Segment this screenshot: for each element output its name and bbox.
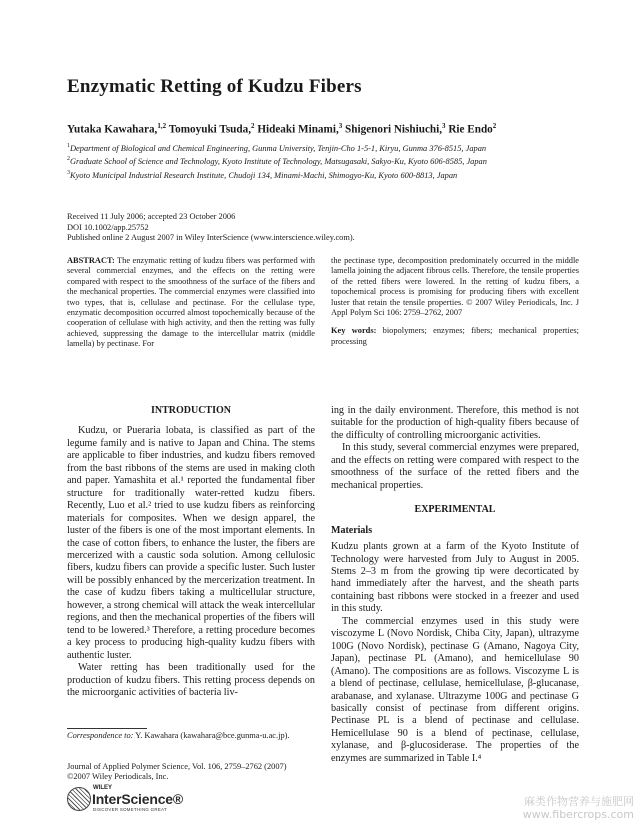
affiliations <box>67 141 587 181</box>
footnote-divider <box>67 728 147 729</box>
watermark-line-2: www.fibercrops.com <box>522 808 634 821</box>
affiliation-1 <box>67 141 587 154</box>
author-name: Shigenori Nishiuchi, <box>342 123 443 136</box>
affiliation-text: Department of Biological and Chemical Engineering, Gunma University, Tenjin-Cho 1-5-1, Kiryu, Gunma 376-8515, Japan <box>70 143 487 153</box>
author-affil-sup: 3 <box>442 122 446 130</box>
author-name: Yutaka Kawahara, <box>67 123 158 136</box>
intro-paragraph-3: In this study, several commercial enzymes were prepared, and the effects on retting were compared with respect to the smoothness of the surface of the retted fibers and the mechanical properties. <box>331 442 579 491</box>
affiliation-sup: 1 <box>67 143 70 149</box>
received-dates: Received 11 July 2006; accepted 23 October 2006 <box>67 212 236 221</box>
author-name: Rie Endo <box>445 123 493 136</box>
abstract-text-left: The enzymatic retting of kudzu fibers was performed with several commercial enzymes, and the effects on the retting were compared with respect to the smoothness of the surface of the fibers and the mechanical properties. The commercial enzymes were classified into two types, that is, cellulase and pectinase. For the cellulase type, enzymatic decomposition occurred almost topochemically because of the cooperation of cellulase with high activity, and then the retting was fully achieved, suppressing the damage to the intercellular matrix (middle lamella) by pectinase. For <box>67 256 315 349</box>
author-list <box>67 122 496 136</box>
author-affil-sup: 2 <box>251 122 255 130</box>
section-heading-experimental: EXPERIMENTAL <box>414 504 496 516</box>
materials-paragraph-2: The commercial enzymes used in this study were viscozyme L (Novo Nordisk, Chiba City, Japan), ultrazyme 100G (Novo Nordisk), pectinase G (Amano, Nagoya City, Japan), pectinase PL (Amano), and hemicellulase 90 (Amano). The compositions are as follows. Viscozyme L is a blend of pectinase, cellulase, hemicellulase, β-glucanase, arabanase, and xylanase. Ultrazyme 100G and pectinase G basically consist of pectinase from different origins. Pectinase PL is a blend of pectinase and cellulase. Hemicellulase 90 is a blend of pectinase, cellulase, xylanase, and β-glucosiderase. The properties of the enzymes are summarized in Table I.⁴ <box>331 615 579 764</box>
watermark-line-1: 麻类作物营养与施肥网 <box>524 795 634 808</box>
author-name: Hideaki Minami, <box>254 123 339 136</box>
correspondence-footnote <box>67 731 315 741</box>
correspondence-text: Y. Kawahara (kawahara@bce.gunma-u.ac.jp). <box>133 731 290 740</box>
intro-paragraph-2: Water retting has been traditionally used for the production of kudzu fibers. This retting process depends on the microorganic activities of bacteria liv- <box>67 662 315 698</box>
journal-info <box>67 762 315 783</box>
logo-publisher: WILEY <box>93 785 112 791</box>
logo-tagline: DISCOVER SOMETHING GREAT <box>93 807 167 812</box>
copyright: ©2007 Wiley Periodicals, Inc. <box>67 772 169 782</box>
keywords-label: Key words: <box>331 326 377 336</box>
body-column-left <box>67 405 315 699</box>
intro-paragraph-1: Kudzu, or Pueraria lobata, is classified as part of the legume family and is native to Japan and China. The stems are applicable to fiber industries, and kudzu fibers removed from the bast ribbons of the stems are used in making cloth and paper. Yamashita et al.¹ reported the fundamental fiber structure for traditionally water-retted kudzu fibers. Recently, Luo et al.² tried to use kudzu fibers as reinforcing materials for composites. When we design apparel, the luster of the fibers is one of the most important elements. In the case of cotton fibers, to enhance the luster, the fibers are mercerized with a caustic soda solution. Among cellulosic fibers, kudzu fibers can provide a specific luster. Such luster will be possibly enhanced by the mercerization treatment. In the case of kudzu fibers taking a multicellular structure, however, a strong chemical will attack the weak intercellular regions, and then the mechanical properties of the fibers will tend to be lowered.³ Therefore, a retting procedure becomes a key process to producing high-quality kudzu fibers with authentic luster. <box>67 425 315 661</box>
globe-icon <box>67 787 91 811</box>
abstract-left <box>67 256 315 350</box>
author-affil-sup: 2 <box>492 122 497 130</box>
doi: DOI 10.1002/app.25752 <box>67 222 149 232</box>
affiliation-3 <box>67 168 587 181</box>
logo-name: InterScience® <box>92 791 183 807</box>
received-info <box>67 212 355 244</box>
published-online: Published online 2 August 2007 in Wiley InterScience (www.interscience.wiley.com). <box>67 233 355 243</box>
author-affil-sup: 1,2 <box>157 122 167 130</box>
wiley-interscience-logo <box>67 783 197 813</box>
correspondence-label: Correspondence to: <box>67 731 134 740</box>
keywords <box>331 326 579 347</box>
affiliation-text: Graduate School of Science and Technology, Kyoto Institute of Technology, Matsugasaki, Sakyo-Ku, Kyoto 606-8585, Japan <box>70 157 487 167</box>
journal-citation: Journal of Applied Polymer Science, Vol. 106, 2759–2762 (2007) <box>67 762 287 771</box>
abstract-text-right: the pectinase type, decomposition predominately occurred in the middle lamella joining the adjacent fibrous cells. Therefore, the tensile properties of the retted fibers were lowered. In the retting of kudzu fibers, a topochemical process is promising for producing fibers with excellent luster that retain the tensile properties. © 2007 Wiley Periodicals, Inc. J Appl Polym Sci 106: 2759–2762, 2007 <box>331 256 579 318</box>
body-column-right <box>331 405 579 765</box>
intro-paragraph-2-continued: ing in the daily environment. Therefore, this method is not suitable for the production of high-quality fibers because of the difficulty of controlling microorganic activities. <box>331 405 579 441</box>
author-affil-sup: 3 <box>338 122 343 130</box>
subsection-heading-materials: Materials <box>331 524 373 536</box>
affiliation-text: Kyoto Municipal Industrial Research Institute, Chudoji 134, Minami-Machi, Shimogyo-Ku, Kyoto 600-8813, Japan <box>70 170 458 180</box>
affiliation-2 <box>67 154 587 167</box>
affiliation-sup: 3 <box>67 169 70 176</box>
author-name: Tomoyuki Tsuda, <box>166 123 252 136</box>
paper-title: Enzymatic Retting of Kudzu Fibers <box>67 76 362 97</box>
materials-paragraph-1: Kudzu plants grown at a farm of the Kyoto Institute of Technology were harvested from July to August in 2005. Stems 2–3 m from the growing tip were decorticated by hand immediately after the harvest, and the sheath parts containing bast ribbons were stocked in a freezer and used in this study. <box>331 541 579 615</box>
abstract-right <box>331 256 579 347</box>
affiliation-sup: 2 <box>67 156 70 163</box>
section-heading-introduction: INTRODUCTION <box>150 405 231 416</box>
abstract-label: ABSTRACT: <box>67 256 115 265</box>
site-watermark <box>523 795 634 821</box>
keywords-text: biopolymers; enzymes; fibers; mechanical properties; processing <box>331 326 579 346</box>
